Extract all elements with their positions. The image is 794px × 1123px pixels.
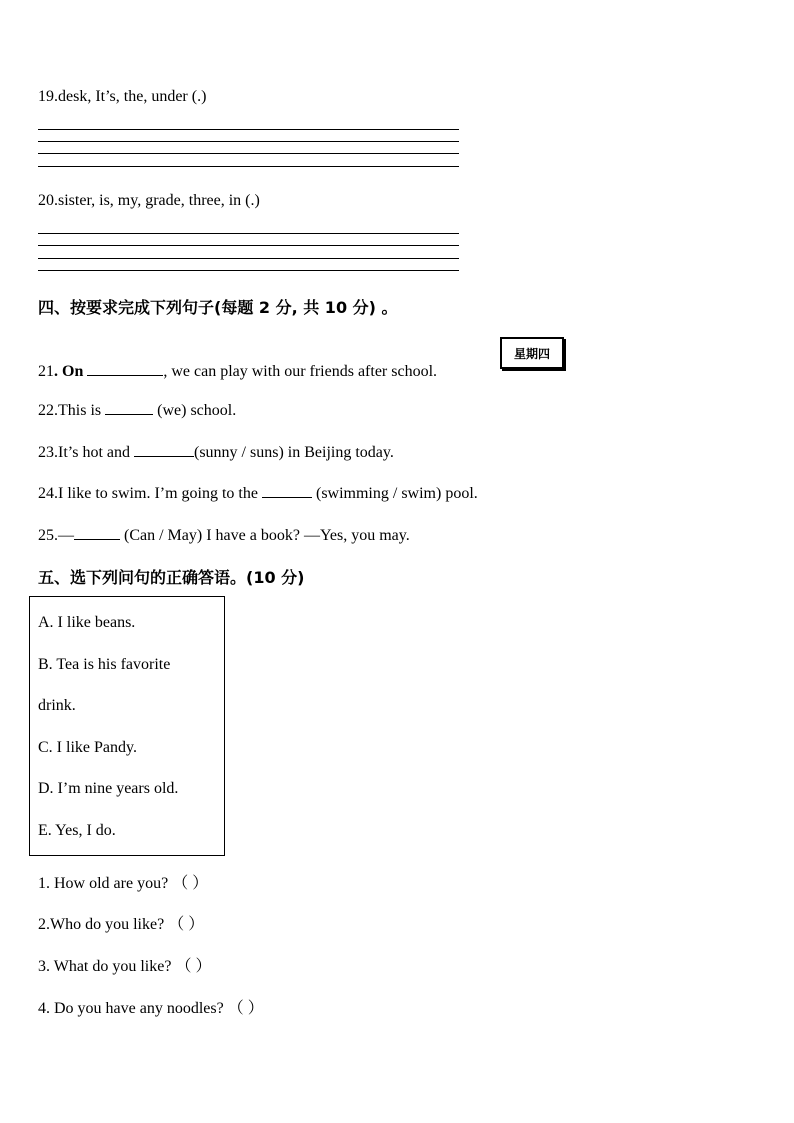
question-21 xyxy=(38,361,437,381)
question-22-prefix: 22.This is xyxy=(38,402,106,419)
fill-blank[interactable] xyxy=(262,483,312,498)
question-23 xyxy=(38,442,394,462)
fill-blank[interactable] xyxy=(87,361,163,376)
question-23-prefix: 23.It’s hot and xyxy=(38,444,134,461)
fill-blank[interactable] xyxy=(105,400,153,415)
question-25-suffix: (Can / May) I have a book? —Yes, you may. xyxy=(120,527,410,544)
option-b: B. Tea is his favorite xyxy=(38,656,171,673)
answer-options-box xyxy=(29,596,225,856)
answer-line xyxy=(38,258,459,259)
question-21-prefix: . On xyxy=(54,363,88,380)
answer-line xyxy=(38,153,459,154)
question-25-prefix: 25.— xyxy=(38,527,74,544)
option-d: D. I’m nine years old. xyxy=(38,780,179,797)
option-a: A. I like beans. xyxy=(38,614,136,631)
option-c: C. I like Pandy. xyxy=(38,739,137,756)
answer-line xyxy=(38,141,459,142)
question-25 xyxy=(38,525,410,545)
answer-line xyxy=(38,270,459,271)
answer-line xyxy=(38,233,459,234)
question-24 xyxy=(38,483,478,503)
question-19: 19.desk, It’s, the, under (.) xyxy=(38,88,207,105)
section-5-heading: 五、选下列问句的正确答语。(10 分) xyxy=(38,568,305,587)
answer-line xyxy=(38,166,459,167)
match-question-2: 2.Who do you like? （ ） xyxy=(38,916,205,933)
question-22-suffix: (we) school. xyxy=(153,402,237,419)
answer-line xyxy=(38,129,459,130)
question-24-prefix: 24.I like to swim. I’m going to the xyxy=(38,485,262,502)
match-question-1: 1. How old are you? （ ） xyxy=(38,875,209,892)
question-22 xyxy=(38,400,236,420)
weekday-card: 星期四 xyxy=(500,337,564,369)
question-23-suffix: (sunny / suns) in Beijing today. xyxy=(194,444,394,461)
question-24-suffix: (swimming / swim) pool. xyxy=(311,485,478,502)
question-20: 20.sister, is, my, grade, three, in (.) xyxy=(38,192,260,209)
question-21-number: 21 xyxy=(38,363,54,380)
match-question-4: 4. Do you have any noodles? （ ） xyxy=(38,1000,264,1017)
question-21-suffix: , we can play with our friends after school. xyxy=(163,363,438,380)
option-b-continued: drink. xyxy=(38,697,76,714)
section-4-heading: 四、按要求完成下列句子(每题 2 分, 共 10 分) 。 xyxy=(38,298,398,317)
fill-blank[interactable] xyxy=(74,525,120,540)
fill-blank[interactable] xyxy=(134,442,194,457)
answer-line xyxy=(38,245,459,246)
match-question-3: 3. What do you like? （ ） xyxy=(38,958,212,975)
option-e: E. Yes, I do. xyxy=(38,822,116,839)
